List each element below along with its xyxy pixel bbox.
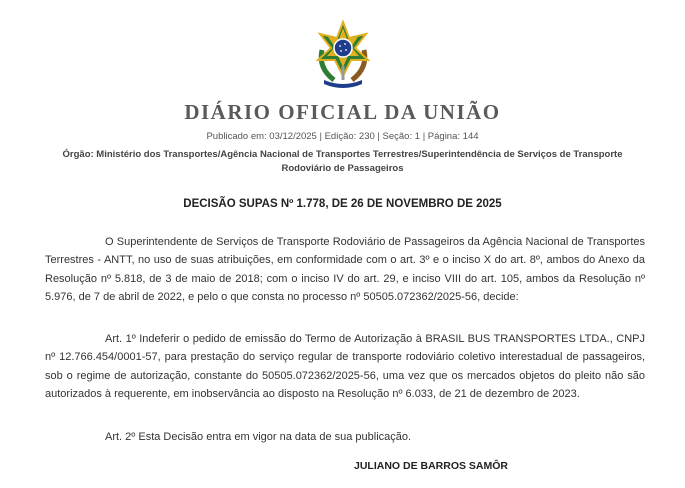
edition-value: 230 [358,131,375,142]
paragraph-article-2 [45,428,645,446]
paragraph-3-text: Art. 2º Esta Decisão entra em vigor na data de sua publicação. [105,431,412,443]
page-title: DIÁRIO OFICIAL DA UNIÃO [184,100,501,124]
decision-title: DECISÃO SUPAS Nº 1.778, DE 26 DE NOVEMBRO DE 2025 [183,198,502,210]
signature: JULIANO DE BARROS SAMÔR [354,460,509,472]
page-value: 144 [462,131,479,142]
organ-label: Órgão: [62,149,94,160]
publication-meta: Publicado em: 03/12/2025 | Edição: 230 | Seção: 1 | Página: 144 [206,131,479,142]
paragraph-article-1 [45,330,645,403]
organ-line [50,148,635,176]
organ-value: Ministério dos Transportes/Agência Nacional de Transportes Terrestres/Superintendência de Serviços de Transporte Rodoviário de Passageiros [96,149,623,174]
paragraph-2-text: Art. 1º Indeferir o pedido de emissão do Termo de Autorização à BRASIL BUS TRANSPORTES LTDA., CNPJ nº 12.766.454/0001-57, para prestação do serviço regular de transporte rodoviário coletivo interestadual de passageiros, sob o regime de autorização, constante do 50505.072362/2025-56, uma vez que os mercados objetos do pleito não são autorizados à requerente, em inobservância ao disposto na Resolução nº 6.033, de 21 de dezembro de 2023. [45,333,645,400]
published-label: Publicado em: [206,131,267,142]
section-label: Seção: [382,131,413,142]
section-value: 1 [414,131,421,142]
paragraph-preamble [45,233,645,306]
edition-label: Edição: [324,131,357,142]
brazil-coat-of-arms-icon [312,20,374,90]
page-label: Página: [427,131,461,142]
paragraph-1-text: O Superintendente de Serviços de Transporte Rodoviário de Passageiros da Agência Nacional de Transportes Terrestres - ANTT, no uso de suas atribuições, em conformidade com o art. 3º e o inciso X do art. 8º, ambos do Anexo da Resolução nº 5.818, de 3 de maio de 2018; com o inciso IV do art. 29, e inciso VIII do art. 105, ambos da Resolução nº 5.976, de 7 de abril de 2022, e pelo o que consta no processo nº 50505.072362/2025-56, decide: [45,236,645,303]
published-date: 03/12/2025 [269,131,317,142]
